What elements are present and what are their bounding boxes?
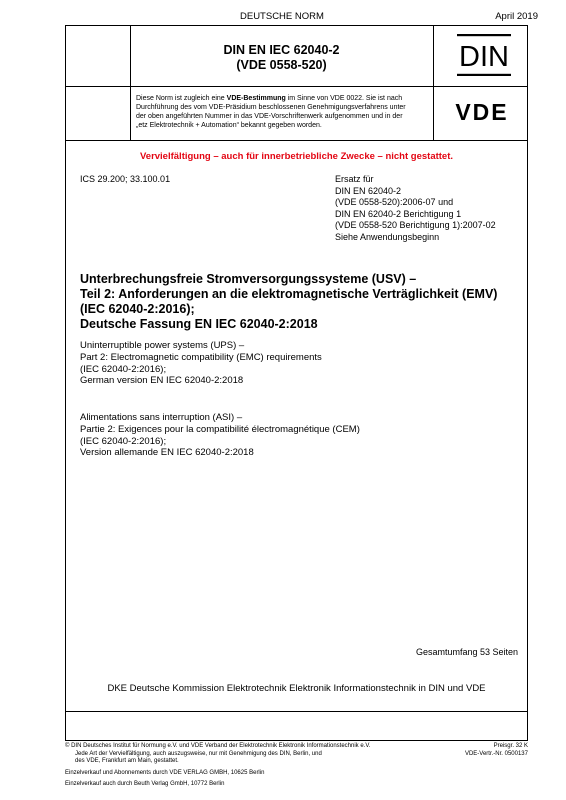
standard-number: DIN EN IEC 62040-2 <box>223 43 340 57</box>
price-group: Preisgr. 32 K <box>493 743 528 749</box>
ics-codes: ICS 29.200; 33.100.01 <box>80 174 171 184</box>
replacement-info: Ersatz für DIN EN 62040-2 (VDE 0558-520):2006-07 und DIN EN 62040-2 Berichtigung 1 (VDE 0558-520 Berichtigung 1):2007-02 Siehe Anwendungsbeginn <box>335 174 496 242</box>
reproduction-warning: Vervielfältigung – auch für innerbetriebliche Zwecke – nicht gestattet. <box>139 151 454 162</box>
title-english: Uninterruptible power systems (UPS) – Part 2: Electromagnetic compatibility (EMC) requirements (IEC 62040-2:2016); German version EN IEC 62040-2:2018 <box>80 340 322 387</box>
publication-date: April 2019 <box>495 11 538 22</box>
divider <box>65 86 528 87</box>
divider <box>65 140 528 141</box>
total-pages: Gesamtumfang 53 Seiten <box>415 647 518 657</box>
vde-classification: (VDE 0558-520) <box>236 58 327 72</box>
title-french: Alimentations sans interruption (ASI) – Partie 2: Exigences pour la compatibilité électromagnétique (CEM) (IEC 62040-2:2016); Version allemande EN IEC 62040-2:2018 <box>80 412 360 459</box>
vde-logo <box>441 100 523 124</box>
title-german: Unterbrechungsfreie Stromversorgungssysteme (USV) – Teil 2: Anforderungen an die elektromagnetische Verträglichkeit (EMV) (IEC 62040-2:2016); Deutsche Fassung EN IEC 62040-2:2018 <box>80 272 498 331</box>
divider <box>433 25 434 140</box>
standard-title <box>130 43 433 73</box>
order-number: VDE-Vertr.-Nr. 0500137 <box>464 750 528 757</box>
dke-commission: DKE Deutsche Kommission Elektrotechnik Elektronik Informationstechnik in DIN und VDE <box>107 683 486 694</box>
price-info <box>465 743 528 758</box>
sales-info-beuth: Einzelverkauf auch durch Beuth Verlag GmbH, 10772 Berlin <box>65 781 225 787</box>
divider <box>65 711 528 712</box>
din-logo <box>456 33 512 77</box>
sales-info-vde: Einzelverkauf und Abonnements durch VDE VERLAG GMBH, 10625 Berlin <box>65 770 265 776</box>
vde-logo-text: VDE <box>455 100 509 124</box>
din-logo-text: DIN <box>459 41 509 73</box>
copyright-notice: © DIN Deutsches Institut für Normung e.V. und VDE Verband der Elektrotechnik Elektronik Informationstechnik e.V. Jede Art der Vervielfältigung, auch auszugsweise, nur mit Genehmigung des DIN, Berlin, und des VDE, Frankfurt am Main, gestattet. <box>65 743 371 764</box>
document-type-label: DEUTSCHE NORM <box>240 11 324 22</box>
vde-notice: Diese Norm ist zugleich eine VDE-Bestimmung im Sinne von VDE 0022. Sie ist nach Durchführung des vom VDE-Präsidium beschlossenen Genehmigungsverfahrens unter der oben angeführten Nummer in das VDE-Vorschriftenwerk aufgenommen und in der „etz Elektrotechnik + Automation“ bekannt gegeben worden. <box>136 95 406 129</box>
